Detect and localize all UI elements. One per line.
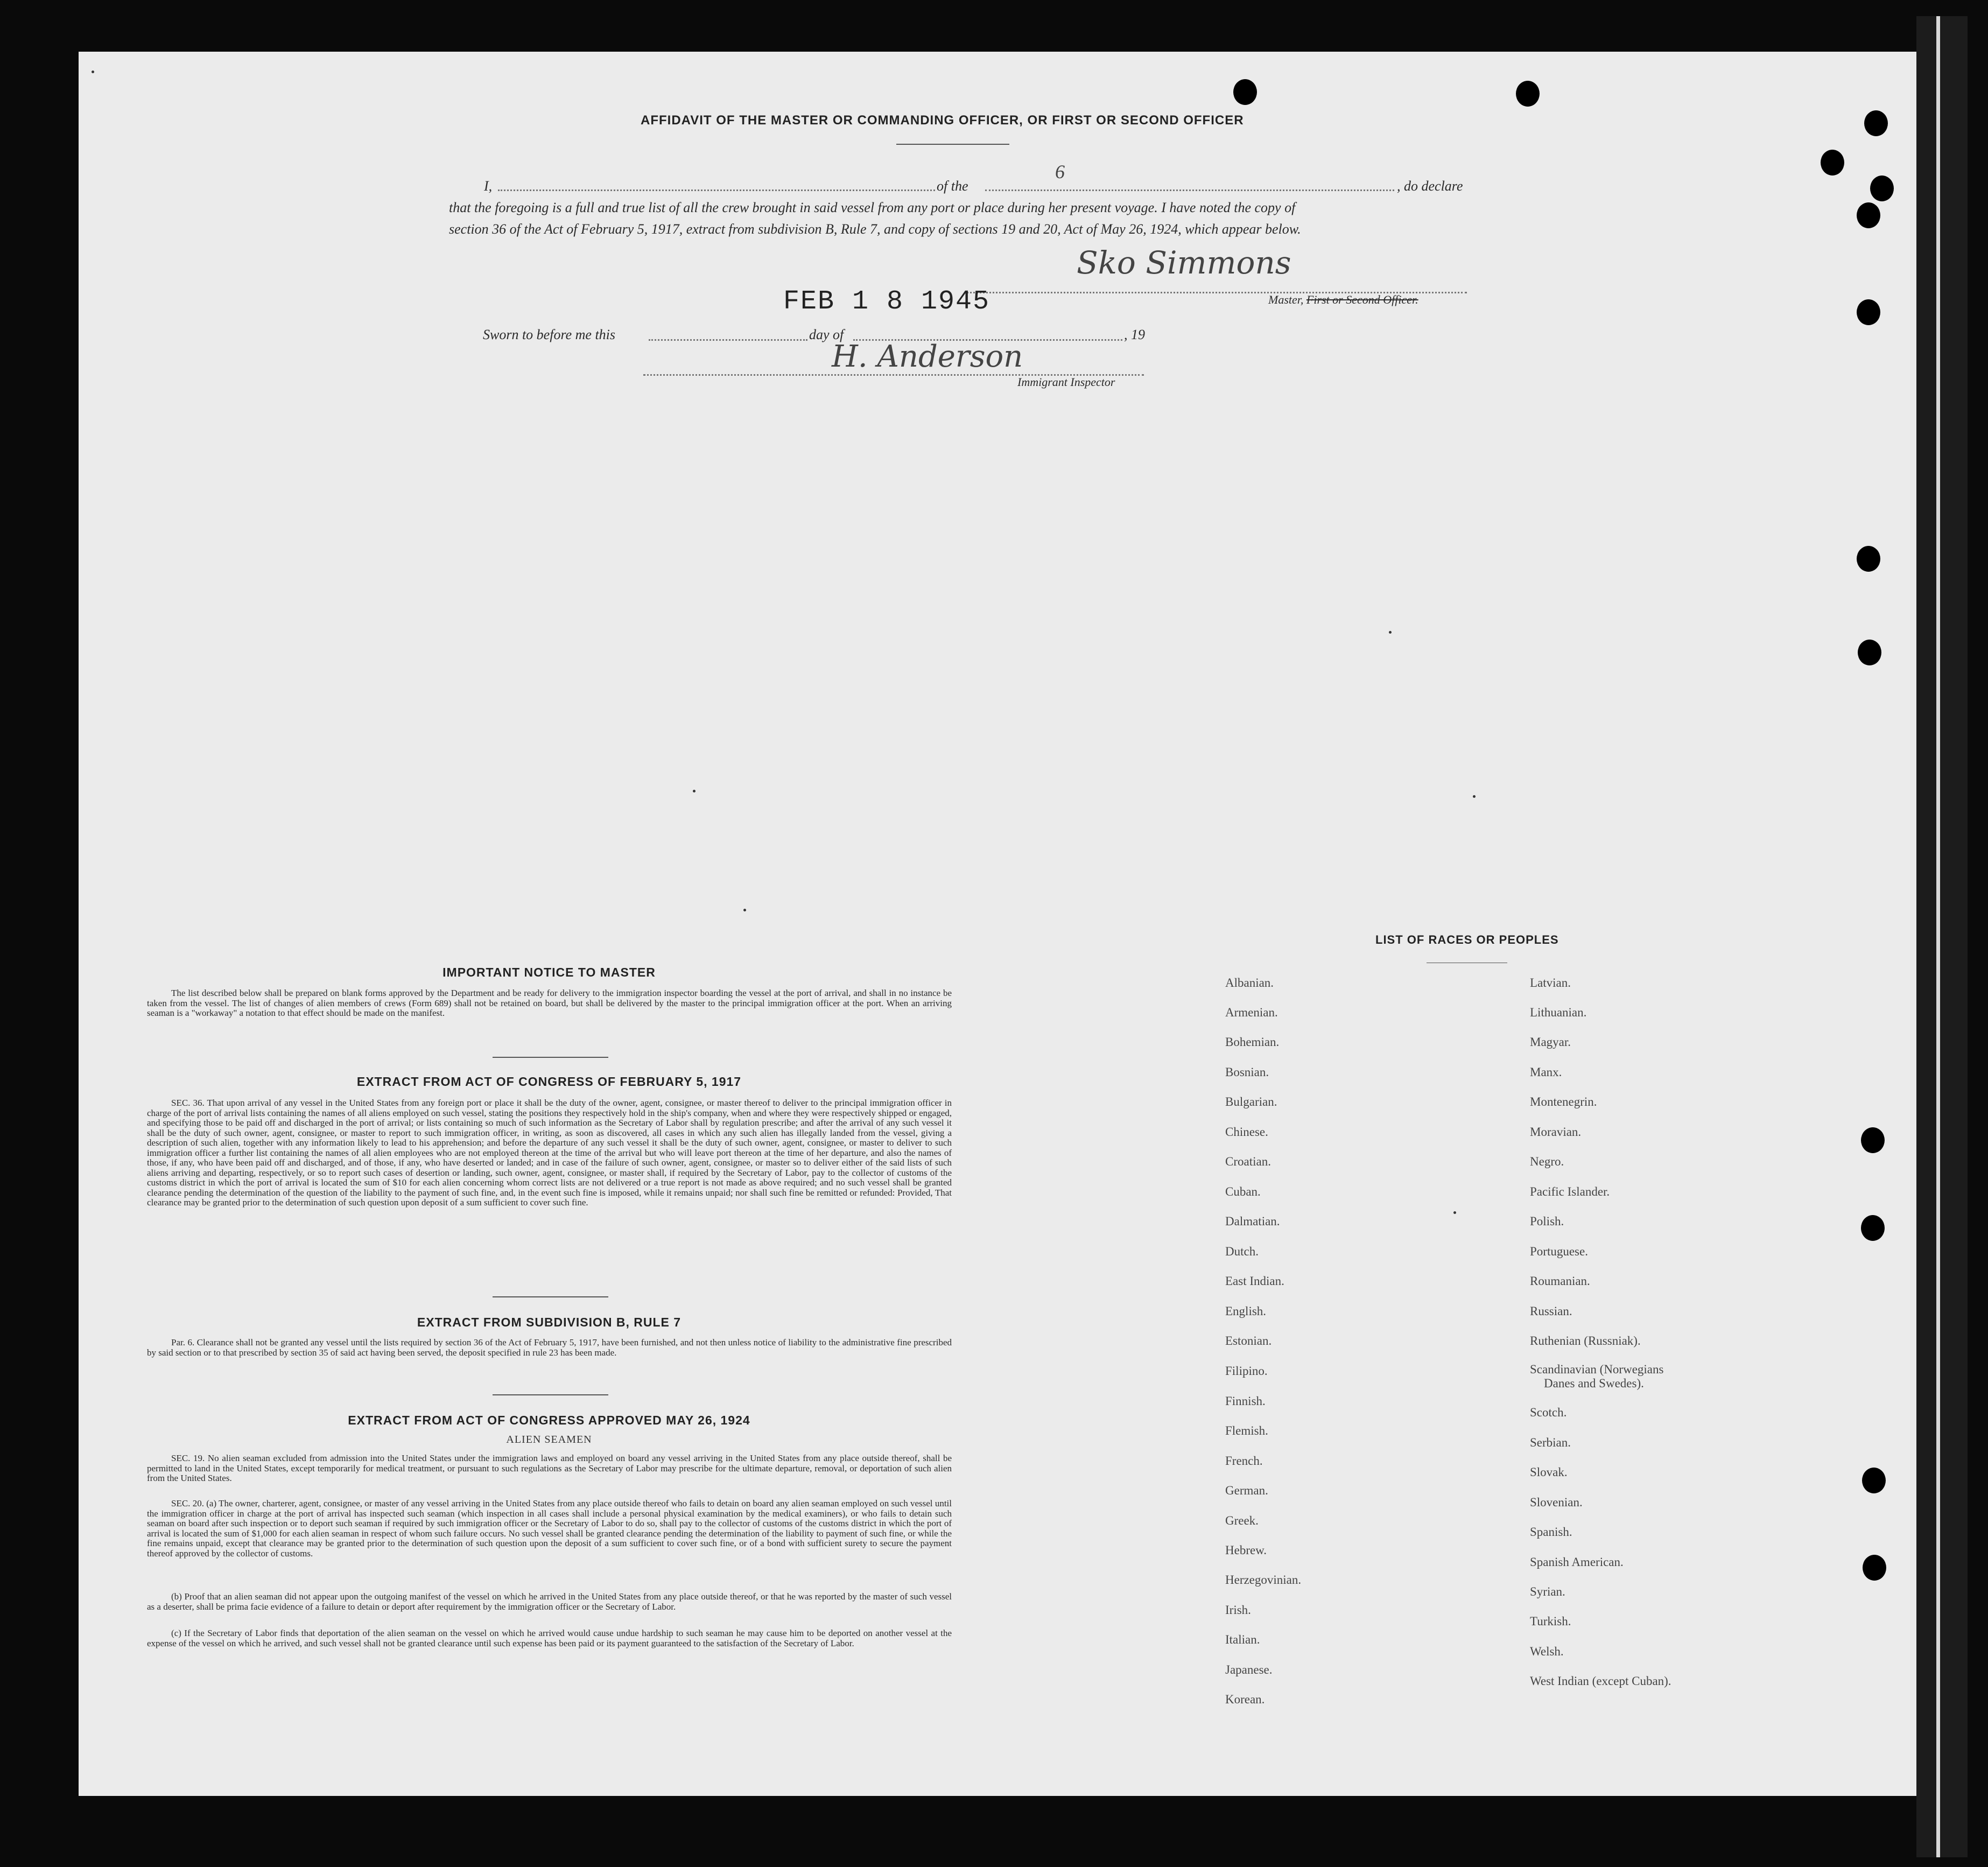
race-item: Japanese. — [1225, 1663, 1273, 1676]
race-item: Ruthenian (Russniak). — [1530, 1334, 1641, 1347]
race-item: French. — [1225, 1454, 1263, 1468]
punch-hole — [1864, 110, 1888, 136]
race-item: Lithuanian. — [1530, 1006, 1587, 1019]
race-item: Korean. — [1225, 1693, 1265, 1706]
inspector-caption: Immigrant Inspector — [1017, 375, 1115, 389]
race-item: Filipino. — [1225, 1364, 1268, 1378]
divider — [493, 1296, 608, 1297]
race-item: Portuguese. — [1530, 1245, 1588, 1258]
speck — [693, 790, 696, 792]
race-item: Montenegrin. — [1530, 1095, 1597, 1108]
race-item: Moravian. — [1530, 1125, 1582, 1139]
speck — [1473, 795, 1476, 798]
inspector-signature: H. Anderson — [832, 339, 1023, 374]
punch-hole — [1857, 546, 1880, 572]
rule7-body: Par. 6. Clearance shall not be granted any vessel until the lists required by section 36 of the Act of February 5, 1917, have been furnished, and not then unless notice of liability to the administrative fine prescribed by said section or to that prescribed by section 35 of said act having been served, the deposit specified in rule 23 has been made. — [147, 1337, 952, 1358]
race-item: West Indian (except Cuban). — [1530, 1674, 1671, 1688]
speck — [1389, 631, 1392, 634]
race-item: Croatian. — [1225, 1155, 1271, 1168]
punch-hole — [1858, 640, 1881, 665]
extract-1924-subtitle: ALIEN SEAMEN — [506, 1434, 592, 1445]
race-item: East Indian. — [1225, 1274, 1284, 1288]
race-item: Roumanian. — [1530, 1274, 1590, 1288]
race-item: Danes and Swedes). — [1544, 1377, 1644, 1390]
extract-1917-body: SEC. 36. That upon arrival of any vessel in the United States from any foreign port or place it shall be the duty of the owner, agent, consignee, or master thereof to deliver to the principal immigration officer in charge of the port of arrival lists containing the names of all aliens employed on such vessel, stating the positions they respectively hold in the ship's company, when and where they were respectively shipped or engaged, and specifying those to be paid off and discharged in the port of arrival; or lists containing so much of such information as the Secretary of Labor shall by regulation prescribe; and after the arrival of any such vessel it shall be the duty of such owner, agent, consignee, or master to report to such immigration officer, in writing, as soon as discovered, all cases in which any such alien has illegally landed from the vessel, giving a description of such alien, together with any information likely to lead to his apprehension; and before the departure of any such vessel it shall be the duty of such owner, agent, consignee, or master to deliver to such immigration officer a further list containing the names of all alien employees who are not employed thereon at the time of the arrival but who will leave port thereon at the time of her departure, and also the names of those, if any, who have been paid off and discharged, and of those, if any, who have deserted or landed; and in case of the failure of such owner, agent, consignee, or master so to deliver either of the said lists of such aliens arriving and departing, respectively, or so to report such cases of desertion or landing, such owner, agent, consignee, or master shall, if required by the Secretary of Labor, pay to the collector of customs of the customs district in which the port of arrival is located the sum of $10 for each alien concerning whom correct lists are not delivered or a true report is not made as above required; and no such vessel shall be granted clearance pending the determination of the question of the liability to the payment of such fine, and, in the event such fine is imposed, while it remains unpaid; nor shall such fine be remitted or refunded: Provided, That clearance may be granted prior to the determination of such question upon deposit of a sum sufficient to cover such fine. — [147, 1098, 952, 1208]
sec20b-body: (b) Proof that an alien seaman did not appear upon the outgoing manifest of the vessel on which he arrived in the United States from any place outside thereof, or that he was reported by the master of such vessel as a deserter, shall be prima facie evidence of a failure to detain or deport after requirement by the immigration officer or the Secretary of Labor. — [147, 1591, 952, 1612]
race-item: Bosnian. — [1225, 1065, 1269, 1079]
rule7-title: EXTRACT FROM SUBDIVISION B, RULE 7 — [417, 1315, 682, 1329]
race-item: Negro. — [1530, 1155, 1564, 1168]
races-title: LIST OF RACES OR PEOPLES — [1375, 933, 1559, 946]
punch-hole — [1863, 1555, 1886, 1581]
master-caption — [1268, 293, 1418, 307]
race-item: Flemish. — [1225, 1424, 1268, 1437]
race-item: Scotch. — [1530, 1406, 1567, 1419]
race-item: Slovak. — [1530, 1465, 1568, 1479]
race-item: Chinese. — [1225, 1125, 1268, 1139]
punch-hole — [1862, 1468, 1886, 1493]
race-item: Polish. — [1530, 1215, 1564, 1228]
affidavit-title: AFFIDAVIT OF THE MASTER OR COMMANDING OFFICER, OR FIRST OR SECOND OFFICER — [641, 113, 1244, 128]
punch-hole — [1861, 1127, 1885, 1153]
race-item: Hebrew. — [1225, 1543, 1267, 1557]
race-item: Spanish. — [1530, 1525, 1572, 1539]
declaration-line-3: section 36 of the Act of February 5, 1917, extract from subdivision B, Rule 7, and copy of sections 19 and 20, Act of May 26, 1924, which appear below. — [449, 221, 1301, 237]
master-signature: Sko Simmons — [1077, 244, 1291, 281]
race-item: Herzegovinian. — [1225, 1573, 1302, 1587]
punch-hole — [1870, 176, 1894, 201]
race-item: Greek. — [1225, 1514, 1259, 1527]
divider — [493, 1057, 608, 1058]
punch-hole — [1233, 79, 1257, 105]
race-item: Manx. — [1530, 1065, 1562, 1079]
punch-hole — [1861, 1215, 1885, 1241]
extract-1917-title: EXTRACT FROM ACT OF CONGRESS OF FEBRUARY 5, 1917 — [356, 1075, 742, 1089]
race-item: Latvian. — [1530, 976, 1571, 989]
handwritten-mark: 6 — [1055, 161, 1065, 183]
name-blank — [498, 189, 935, 191]
sec19-body: SEC. 19. No alien seaman excluded from admission into the United States under the immigration laws and employed on board any vessel arriving in the United States from any place outside thereof, shall be permitted to land in the United States, except temporarily for medical treatment, or pursuant to such regulations as the Secretary of Labor may prescribe for the ultimate departure, removal, or deportation of such alien from the United States. — [147, 1453, 952, 1483]
race-item: Dutch. — [1225, 1245, 1259, 1258]
race-item: Slovenian. — [1530, 1496, 1583, 1509]
page-edge — [1936, 16, 1940, 1857]
master-caption-struck: First or Second Officer. — [1306, 293, 1418, 306]
vessel-blank — [985, 189, 1394, 191]
declaration-line-2: that the foregoing is a full and true list of all the crew brought in said vessel from any port or place during her present voyage. I have noted the copy of — [449, 200, 1296, 215]
scanner-background — [1916, 16, 1968, 1857]
punch-hole — [1857, 299, 1880, 325]
race-item: Magyar. — [1530, 1035, 1571, 1049]
notice-title: IMPORTANT NOTICE TO MASTER — [442, 965, 656, 979]
notice-body: The list described below shall be prepared on blank forms approved by the Department and be ready for delivery to the immigration inspector boarding the vessel at the port of arrival, and shall in no instance be taken from the vessel. The list of changes of alien members of crews (Form 689) shall not be retained on board, but shall be delivered by the master to the principal immigration officer at the port. When an arriving seaman is a "workaway" a notation to that effect should be made on the manifest. — [147, 988, 952, 1018]
race-item: Bohemian. — [1225, 1035, 1280, 1049]
affidavit-i: I, — [484, 178, 493, 194]
punch-hole — [1821, 150, 1844, 176]
race-item: German. — [1225, 1484, 1268, 1497]
race-item: Italian. — [1225, 1633, 1260, 1646]
race-item: Pacific Islander. — [1530, 1185, 1610, 1198]
punch-hole — [1516, 81, 1540, 107]
day-of-label: day of — [809, 327, 844, 342]
race-item: Finnish. — [1225, 1394, 1266, 1408]
sworn-day-blank — [649, 339, 807, 341]
speck — [92, 71, 94, 73]
race-item: Bulgarian. — [1225, 1095, 1277, 1108]
sec20a-body: SEC. 20. (a) The owner, charterer, agent, consignee, or master of any vessel arriving in the United States from any place outside thereof who fails to detain on board any alien seaman employed on such vessel until the immigration officer in charge at the port of arrival has inspected such seaman (which inspection in all cases shall include a personal physical examination by the medical examiners), or who fails to detain such seaman on board after such inspection or to deport such seaman if required by such immigration officer or the Secretary of Labor to do so, shall pay to the collector of customs of the customs district in which the port of arrival is located the sum of $1,000 for each alien seaman in respect of whom such failure occurs. No such vessel shall be granted clearance pending the determination of the liability to payment of such fine, or while the fine remains unpaid, except that clearance may be granted prior to the determination of such question upon the deposit of a sum sufficient to cover such fine, or of a bond with sufficient surety to secure the payment thereof approved by the collector of customs. — [147, 1498, 952, 1559]
race-item: Serbian. — [1530, 1436, 1571, 1449]
race-item: Dalmatian. — [1225, 1215, 1280, 1228]
race-item: Syrian. — [1530, 1585, 1565, 1598]
extract-1924-title: EXTRACT FROM ACT OF CONGRESS APPROVED MAY 26, 1924 — [348, 1413, 750, 1427]
punch-hole — [1857, 202, 1880, 228]
divider — [493, 1394, 608, 1395]
do-declare: , do declare — [1397, 178, 1463, 194]
race-item: Spanish American. — [1530, 1555, 1624, 1569]
speck — [1453, 1211, 1456, 1214]
date-stamp: FEB 1 8 1945 — [783, 286, 991, 317]
year-prefix: , 19 — [1124, 327, 1145, 342]
race-item: Scandinavian (Norwegians — [1530, 1363, 1664, 1376]
race-item: Estonian. — [1225, 1334, 1272, 1347]
divider — [896, 144, 1009, 145]
of-the-label: of the — [937, 178, 968, 194]
race-item: Cuban. — [1225, 1185, 1261, 1198]
race-item: Russian. — [1530, 1304, 1572, 1318]
race-item: Albanian. — [1225, 976, 1274, 989]
race-item: Turkish. — [1530, 1615, 1571, 1628]
speck — [743, 909, 746, 911]
race-item: Irish. — [1225, 1603, 1251, 1617]
sworn-label: Sworn to before me this — [483, 327, 616, 342]
race-item: Armenian. — [1225, 1006, 1278, 1019]
sec20c-body: (c) If the Secretary of Labor finds that deportation of the alien seaman on the vessel on which he arrived would cause undue hardship to such seaman he may cause him to be deported on another vessel at the expense of the vessel on which he arrived, and such vessel shall not be granted clearance until such expense has been paid or its payment guaranteed to the satisfaction of the Secretary of Labor. — [147, 1628, 952, 1648]
master-caption-master: Master, — [1268, 293, 1304, 306]
race-item: Welsh. — [1530, 1645, 1564, 1658]
race-item: English. — [1225, 1304, 1267, 1318]
